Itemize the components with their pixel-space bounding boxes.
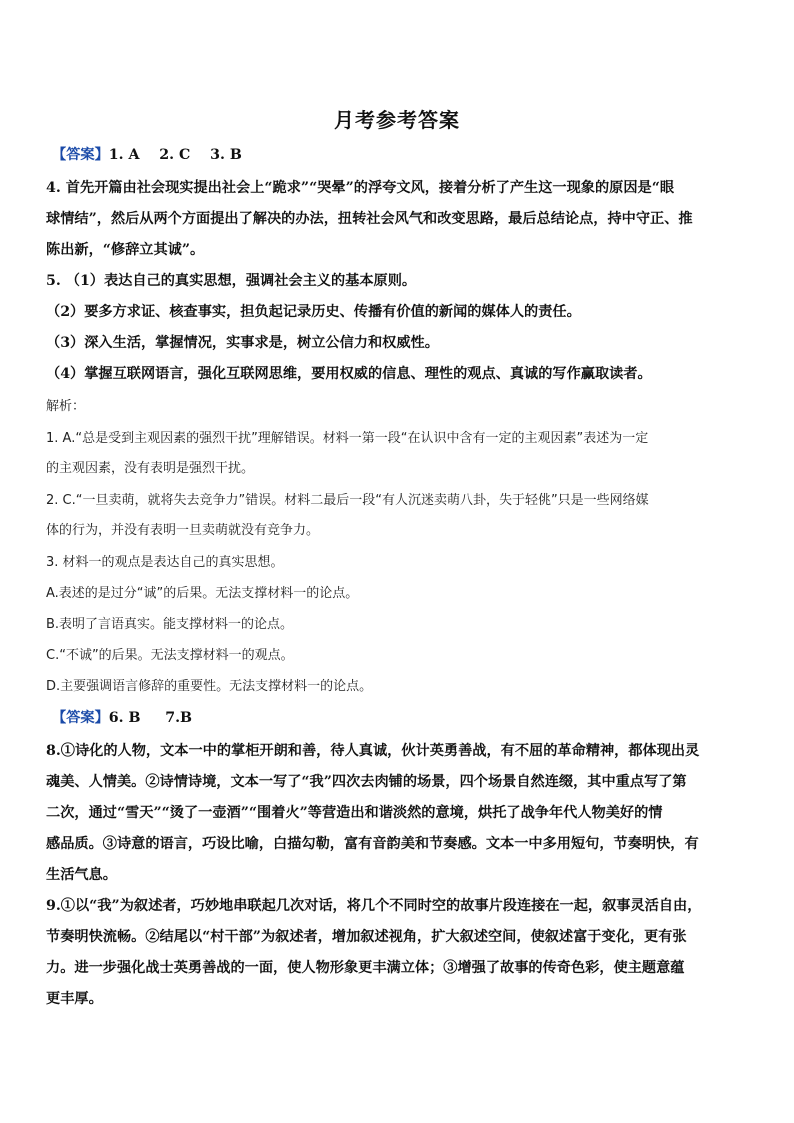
q4-line: 陈出新，“修辞立其诚”。 (46, 242, 205, 258)
analysis-line: C.“不诚”的后果。无法支撑材料一的观点。 (46, 648, 294, 663)
analysis-line: D.主要强调语言修辞的重要性。无法支撑材料一的论点。 (46, 679, 373, 694)
analysis-line: 3. 材料一的观点是表达自己的真实思想。 (46, 555, 284, 570)
analysis-line: 1. A.“总是受到主观因素的强烈干扰”理解错误。材料一第一段“在认识中含有一定的主观因素”表述为一定 (46, 431, 649, 446)
page-title: 月考参考答案 (334, 108, 460, 132)
answer-tag: 【答案】 (52, 710, 109, 726)
q9-line: 节奏明快流畅。②结尾以“村干部”为叙述者，增加叙述视角，扩大叙述空间，使叙述富于变化，更有张 (46, 929, 687, 945)
analysis-line: 2. C.“一旦卖萌，就将失去竞争力”错误。材料二最后一段“有人沉迷卖萌八卦，失于轻佻”只是一些网络媒 (46, 493, 649, 508)
q8-line: 生活气息。 (46, 867, 117, 883)
answer-tag: 【答案】 (52, 147, 109, 163)
q8-line: 魂美、人情美。②诗情诗境，文本一写了“我”四次去肉铺的场景，四个场景自然连缀，其中重点写了第 (46, 774, 687, 790)
analysis-line: A.表述的是过分“诚”的后果。无法支撑材料一的论点。 (46, 586, 359, 601)
q4-line: 球情结”，然后从两个方面提出了解决的办法，扭转社会风气和改变思路，最后总结论点，持中守正、推 (46, 211, 693, 227)
q5-line: （4）掌握互联网语言，强化互联网思维，要用权威的信息、理性的观点、真诚的写作赢取读者。 (46, 366, 652, 382)
answer-block-6-7 (52, 708, 192, 728)
answers-6-7: 6. B 7.B (108, 710, 193, 726)
analysis-line: 的主观因素，没有表明是强烈干扰。 (46, 461, 255, 476)
q4-line: 4. 首先开篇由社会现实提出社会上“跪求”“哭晕”的浮夸文风，接着分析了产生这一现象的原因是“眼 (46, 180, 675, 196)
analysis-line: B.表明了言语真实。能支撑材料一的论点。 (46, 617, 294, 632)
answer-block-1-3 (52, 145, 242, 165)
q5-line: （2）要多方求证、核查事实，担负起记录历史、传播有价值的新闻的媒体人的责任。 (46, 304, 581, 320)
q8-line: 感品质。③诗意的语言，巧设比喻，白描勾勒，富有音韵美和节奏感。文本一中多用短句，节奏明快，有 (46, 836, 699, 852)
analysis-label: 解析： (46, 399, 86, 414)
answers-1-3: 1. A 2. C 3. B (108, 147, 242, 163)
q9-line: 9.①以“我”为叙述者，巧妙地串联起几次对话，将几个不同时空的故事片段连接在一起，叙事灵活自由， (46, 898, 702, 914)
q8-line: 二次，通过“雪天”“烫了一壶酒”“围着火”等营造出和谐淡然的意境，烘托了战争年代人物美好的情 (46, 805, 663, 821)
q5-line: （3）深入生活，掌握情况，实事求是，树立公信力和权威性。 (46, 335, 439, 351)
analysis-line: 体的行为，并没有表明一旦卖萌就没有竞争力。 (46, 523, 320, 538)
q9-line: 更丰厚。 (46, 991, 103, 1007)
q8-line: 8.①诗化的人物，文本一中的掌柜开朗和善，待人真诚，伙计英勇善战，有不屈的革命精神，都体现出灵 (46, 743, 700, 759)
q9-line: 力。进一步强化战士英勇善战的一面，使人物形象更丰满立体；③增强了故事的传奇色彩，使主题意蕴 (46, 960, 685, 976)
q5-line: 5. （1）表达自己的真实思想，强调社会主义的基本原则。 (46, 273, 417, 289)
